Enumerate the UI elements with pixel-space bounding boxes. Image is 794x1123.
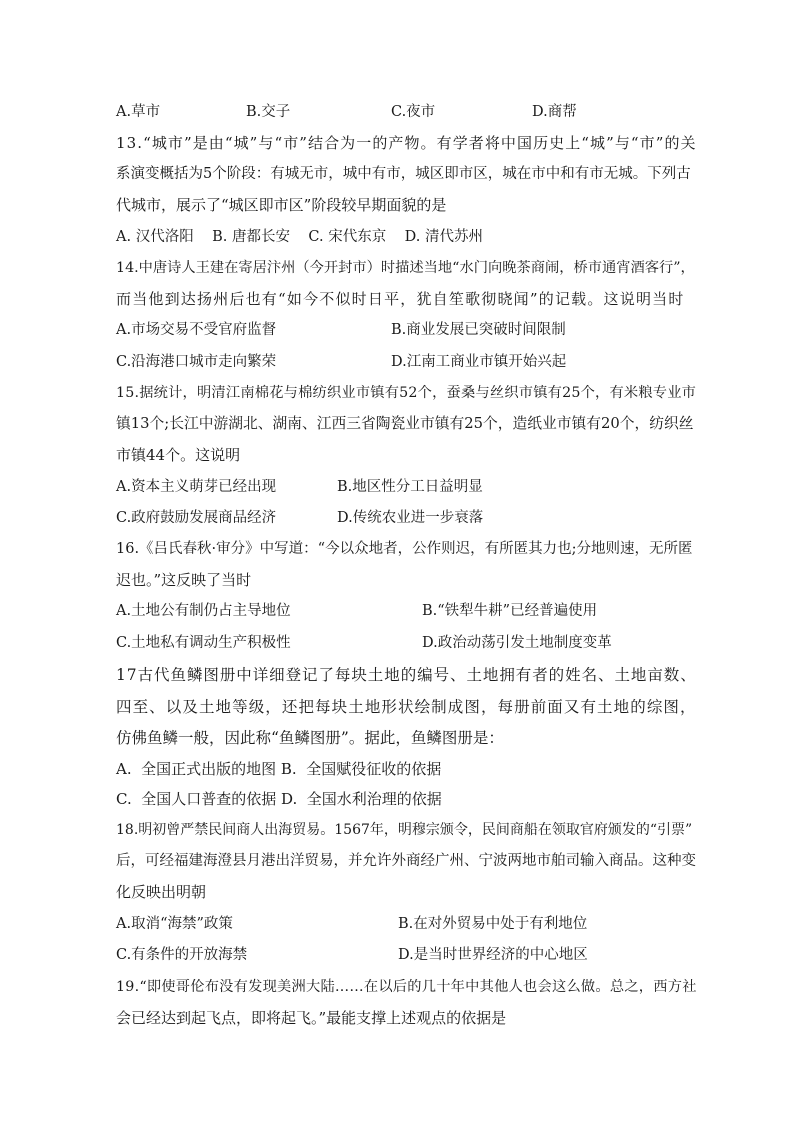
q15-stem-line: 15.据统计，明清江南棉花与棉纺织业市镇有52个，蚕桑与丝织市镇有25个，有米粮专业市	[116, 385, 697, 401]
q16-option-b: B.“铁犁牛耕”已经普遍使用	[422, 603, 598, 619]
q13-stem-line: 系演变概括为5个阶段：有城无市，城中有市，城区即市区，城在市中和有市无城。下列古	[116, 166, 691, 182]
q18-option-d: D.是当时世界经济的中心地区	[398, 947, 588, 963]
q17-stem-line: 17古代鱼鳞图册中详细登记了每块土地的编号、土地拥有者的姓名、土地亩数、	[116, 666, 697, 684]
q16-option-c: C.土地私有调动生产积极性	[116, 635, 291, 651]
q18-stem-line: 化反映出明朝	[116, 883, 207, 901]
q15-stem-line: 镇13个;长江中游湖北、湖南、江西三省陶瓷业市镇有25个，造纸业市镇有20个，纺织丝	[116, 415, 694, 432]
q13-stem-line: 代城市，展示了“城区即市区”阶段较早期面貌的是	[116, 196, 447, 214]
q14-option-c: C.沿海港口城市走向繁荣	[116, 354, 277, 370]
q16-option-d: D.政治动荡引发土地制度变革	[422, 635, 612, 651]
q12-option-c: C.夜市	[391, 104, 436, 120]
q19-stem-line: 会已经达到起飞点，即将起飞。”最能支撑上述观点的依据是	[116, 1009, 507, 1027]
q15-option-d: D.传统农业进一步衰落	[337, 510, 484, 526]
q17-options-line: A. 全国正式出版的地图 B. 全国赋役征收的依据	[116, 760, 442, 778]
q14-option-d: D.江南工商业市镇开始兴起	[391, 354, 567, 370]
q12-option-a: A.草市	[116, 104, 161, 120]
q15-option-c: C.政府鼓励发展商品经济	[116, 510, 277, 526]
q14-stem-line: 14.中唐诗人王建在寄居汴州（今开封市）时描述当地“水门向晚茶商闹，桥市通宵酒客行”，	[116, 260, 695, 276]
q13-options: A. 汉代洛阳 B. 唐都长安 C. 宋代东京 D. 清代苏州	[116, 229, 483, 245]
q18-option-a: A.取消“海禁”政策	[116, 916, 233, 932]
q18-option-c: C.有条件的开放海禁	[116, 947, 248, 963]
q15-option-a: A.资本主义萌芽已经出现	[116, 479, 277, 495]
q14-stem-line: 而当他到达扬州后也有“如今不似时日平，犹自笙歌彻晓闻”的记载。这说明当时	[116, 290, 685, 308]
q17-stem-line: 四至、以及土地等级，还把每块土地形状绘制成图，每册前面又有土地的综图，	[116, 698, 697, 716]
q18-option-b: B.在对外贸易中处于有利地位	[398, 916, 588, 932]
q18-stem-line: 18.明初曾严禁民间商人出海贸易。1567年，明穆宗颁令，民间商船在领取官府颁发的“引票”	[116, 822, 693, 838]
q12-option-b: B.交子	[246, 104, 291, 120]
q19-stem-line: 19.“即使哥伦布没有发现美洲大陆……在以后的几十年中其他人也会这么做。总之，西方社	[116, 979, 697, 995]
q17-stem-line: 仿佛鱼鳞一般，因此称“鱼鳞图册”。据此，鱼鳞图册是：	[116, 729, 504, 747]
q15-option-b: B.地区性分工日益明显	[337, 479, 483, 495]
q18-stem-line: 后，可经福建海澄县月港出洋贸易，并允许外商经广州、宁波两地市舶司输入商品。这种变	[116, 853, 696, 869]
q17-options-line: C. 全国人口普查的依据 D. 全国水利治理的依据	[116, 790, 442, 808]
q14-option-b: B.商业发展已突破时间限制	[391, 322, 566, 338]
q16-stem-line: 16.《吕氏春秋·审分》中写道：“今以众地者，公作则迟，有所匿其力也;分地则速，无所匿	[116, 541, 693, 557]
q13-stem-line: 13.“城市”是由“城”与“市”结合为一的产物。有学者将中国历史上“城”与“市”的关	[116, 134, 697, 152]
q15-stem-line: 市镇44个。这说明	[116, 446, 241, 464]
q16-option-a: A.土地公有制仍占主导地位	[116, 603, 291, 619]
q16-stem-line: 迟也。”这反映了当时	[116, 571, 252, 589]
q12-option-d: D.商帮	[532, 104, 577, 120]
q14-option-a: A.市场交易不受官府监督	[116, 322, 277, 338]
